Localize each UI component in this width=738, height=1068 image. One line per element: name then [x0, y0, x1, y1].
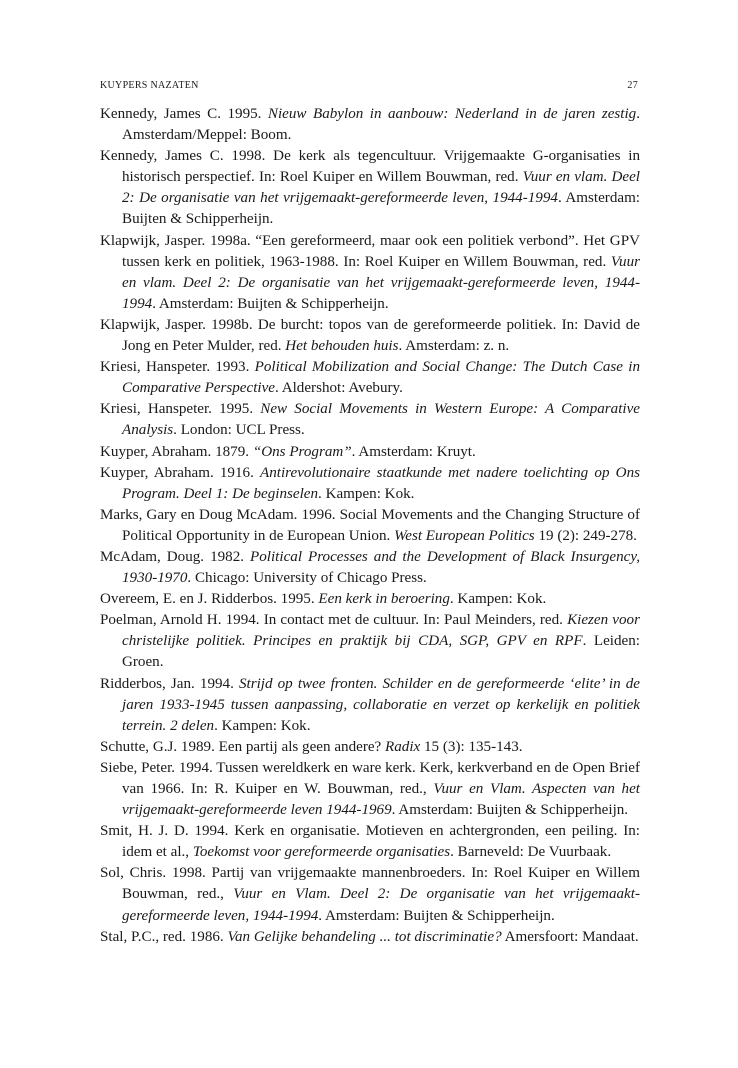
reference-entry: Ridderbos, Jan. 1994. Strijd op twee fronten. Schilder en de gereformeerde ‘elite’ in de jaren 1933-1945 tussen aanpassing, collaboratie en verzet op kerkelijk en politiek terrein. 2 delen. Kampen: Kok. — [100, 675, 640, 734]
running-head — [100, 80, 638, 91]
reference-title: Nieuw Babylon in aanbouw: Nederland in de jaren zestig — [267, 106, 637, 122]
reference-title: Van Gelijke behandeling ... tot discriminatie? — [227, 928, 502, 945]
reference-title: West European Politics — [394, 527, 535, 544]
reference-entry: McAdam, Doug. 1982. Political Processes and the Development of Black Insurgency, 1930-1970. Chicago: University of Chicago Press. — [100, 548, 640, 587]
reference-title: Een kerk in beroering — [318, 591, 450, 608]
reference-entry: Kennedy, James C. 1998. De kerk als tegencultuur. Vrijgemaakte G-organisaties in historisch perspectief. In: Roel Kuiper en Willem Bouwman, red. Vuur en vlam. Deel 2: De organisatie van het vrijgemaakt-gereformeerde leven, 1944-1994. Amsterdam: Buijten & Schipperheijn. — [100, 148, 641, 228]
reference-title: Kiezen voor christelijke politiek. Principes en praktijk bij CDA, SGP, GPV en RPF — [122, 612, 640, 650]
reference-title: Strijd op twee fronten. Schilder en de gereformeerde ‘elite’ in de jaren 1933-1945 tussen aanpassing, collaboratie en verzet op kerkelijk en politiek terrein. 2 delen — [122, 675, 640, 734]
reference-title: Radix — [385, 738, 421, 755]
reference-entry: Kriesi, Hanspeter. 1995. New Social Movements in Western Europe: A Comparative Analysis. London: UCL Press. — [100, 401, 640, 439]
reference-entry: Overeem, E. en J. Ridderbos. 1995. Een kerk in beroering. Kampen: Kok. — [100, 591, 547, 608]
reference-entry: Kennedy, James C. 1995. Nieuw Babylon in aanbouw: Nederland in de jaren zestig. Amsterdam/Meppel: Boom. — [100, 106, 640, 144]
reference-title: “Ons Program” — [252, 443, 352, 460]
reference-title: Vuur en Vlam. Deel 2: De organisatie van het vrijgemaakt-gereformeerde leven, 1944-1994 — [122, 886, 640, 924]
reference-entry: Klapwijk, Jasper. 1998b. De burcht: topos van de gereformeerde politiek. In: David de Jong en Peter Mulder, red. Het behouden huis. Amsterdam: z. n. — [100, 316, 640, 355]
reference-entry: Stal, P.C., red. 1986. Van Gelijke behandeling ... tot discriminatie? Amersfoort: Mandaat. — [100, 928, 639, 945]
reference-list — [100, 104, 640, 948]
running-title: KUYPERS NAZATEN — [100, 80, 199, 91]
reference-entry: Kuyper, Abraham. 1879. “Ons Program”. Amsterdam: Kruyt. — [100, 443, 476, 460]
reference-entry: Marks, Gary en Doug McAdam. 1996. Social Movements and the Changing Structure of Political Opportunity in de European Union. West European Politics 19 (2): 249-278. — [100, 506, 640, 544]
reference-title: Het behouden huis — [285, 338, 399, 355]
reference-title: Vuur en vlam. Deel 2: De organisatie van het vrijgemaakt-gereformeerde leven, 1944-1994 — [122, 253, 640, 312]
reference-title: New Social Movements in Western Europe: A Comparative Analysis — [122, 401, 640, 439]
reference-entry: Siebe, Peter. 1994. Tussen wereldkerk en ware kerk. Kerk, kerkverband en de Open Brief van 1966. In: R. Kuiper en W. Bouwman, red., Vuur en Vlam. Aspecten van het vrijgemaakt-gereformeerde leven 1944-1969. Amsterdam: Buijten & Schipperheijn. — [100, 759, 640, 819]
reference-title: Political Mobilization and Social Change: The Dutch Case in Comparative Perspective — [122, 359, 640, 397]
reference-title: Toekomst voor gereformeerde organisaties — [192, 844, 451, 861]
reference-entry: Schutte, G.J. 1989. Een partij als geen andere? Radix 15 (3): 135-143. — [100, 738, 523, 755]
reference-entry: Kuyper, Abraham. 1916. Antirevolutionaire staatkunde met nadere toelichting op Ons Program. Deel 1: De beginselen. Kampen: Kok. — [100, 464, 640, 502]
reference-entry: Poelman, Arnold H. 1994. In contact met de cultuur. In: Paul Meinders, red. Kiezen voor christelijke politiek. Principes en praktijk bij CDA, SGP, GPV en RPF. Leiden: Groen. — [100, 612, 640, 671]
reference-title: Political Processes and the Development of Black Insurgency, 1930-1970 — [122, 548, 640, 587]
reference-title: Antirevolutionaire staatkunde met nadere toelichting op Ons Program. Deel 1: De beginselen — [122, 464, 640, 502]
reference-entry: Smit, H. J. D. 1994. Kerk en organisatie. Motieven en achtergronden, een peiling. In: idem et al., Toekomst voor gereformeerde organisaties. Barneveld: De Vuurbaak. — [100, 823, 640, 861]
reference-entry: Klapwijk, Jasper. 1998a. “Een gereformeerd, maar ook een politiek verbond”. Het GPV tussen kerk en politiek, 1963-1988. In: Roel Kuiper en Willem Bouwman, red. Vuur en vlam. Deel 2: De organisatie van het vrijgemaakt-gereformeerde leven, 1944-1994. Amsterdam: Buijten & Schipperheijn. — [100, 232, 640, 312]
reference-title: Vuur en Vlam. Aspecten van het vrijgemaakt-gereformeerde leven 1944-1969 — [122, 781, 640, 819]
reference-title: Vuur en vlam. Deel 2: De organisatie van het vrijgemaakt-gereformeerde leven, 1944-1994 — [122, 169, 640, 207]
reference-entry: Sol, Chris. 1998. Partij van vrijgemaakte mannenbroeders. In: Roel Kuiper en Willem Bouwman, red., Vuur en Vlam. Deel 2: De organisatie van het vrijgemaakt-gereformeerde leven, 1944-1994. Amsterdam: Buijten & Schipperheijn. — [100, 865, 640, 924]
page-number: 27 — [627, 80, 638, 91]
reference-entry: Kriesi, Hanspeter. 1993. Political Mobilization and Social Change: The Dutch Case in Comparative Perspective. Aldershot: Avebury. — [100, 359, 640, 397]
